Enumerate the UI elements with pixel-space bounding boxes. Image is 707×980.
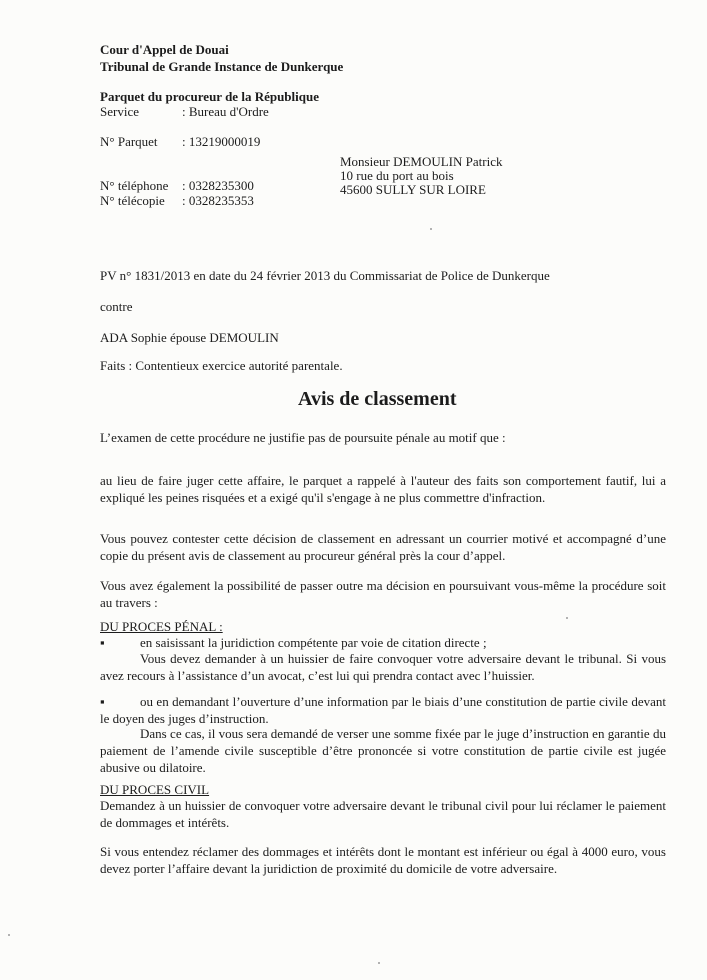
civil-heading: DU PROCES CIVIL [100,782,210,797]
parquet-label: N° Parquet [100,134,158,149]
scan-speck [8,934,10,936]
service-value: : Bureau d'Ordre [182,104,269,119]
intro-text: L’examen de cette procédure ne justifie pas de poursuite pénale au motif que : [100,430,506,445]
scan-speck [566,617,568,619]
contre-label: contre [100,299,133,314]
penal-bullet-2 [100,693,666,727]
penal-bullet-2-text: ou en demandant l’ouverture d’une information par le biais d’une constitution de partie civile devant le doyen des juges d’instruction. [100,694,666,726]
civil-paragraph-1: Demandez à un huissier de convoquer votre adversaire devant le tribunal civil pour lui réclamer le paiement de dommages et intérêts. [100,798,666,830]
phone-value: : 0328235300 [182,178,254,193]
option-paragraph: Vous avez également la possibilité de passer outre ma décision en poursuivant vous-même la procédure soit au travers : [100,578,666,610]
parquet-value: : 13219000019 [182,134,261,149]
bullet-icon: ▪ [100,694,105,709]
reason-paragraph: au lieu de faire juger cette affaire, le parquet a rappelé à l'auteur des faits son comportement fautif, lui a expliqué les peines risquées et a exigé qu'il s'engage à ne plus commettre d'infraction. [100,473,666,505]
scan-speck [378,962,380,964]
bullet-icon: ▪ [100,635,105,650]
penal-bullet-1-text: en saisissant la juridiction compétente par voie de citation directe ; [140,635,487,650]
fax-label: N° télécopie [100,193,165,208]
penal-paragraph-2-text: Dans ce cas, il vous sera demandé de verser une somme fixée par le juge d’instruction en garantie du paiement de l’amende civile susceptible d’être prononcée si votre constitution de partie civile est jugée abusive ou dilatoire. [100,726,666,775]
scan-speck [430,228,432,230]
document-title: Avis de classement [298,388,457,410]
penal-bullet-1 [100,634,666,651]
pv-reference: PV n° 1831/2013 en date du 24 février 2013 du Commissariat de Police de Dunkerque [100,268,550,283]
office-name: Parquet du procureur de la République [100,89,319,104]
recipient-city: 45600 SULLY SUR LOIRE [340,182,486,197]
facts-line: Faits : Contentieux exercice autorité parentale. [100,358,343,373]
penal-paragraph-2 [100,725,666,776]
penal-paragraph-1-text: Vous devez demander à un huissier de faire convoquer votre adversaire devant le tribunal. Si vous avez recours à l’assistance d’un avocat, c’est lui qui prendra contact avec l’huissier. [100,651,666,683]
contest-paragraph: Vous pouvez contester cette décision de classement en adressant un courrier motivé et accompagné d’une copie du présent avis de classement au procureur général près la cour d’appel. [100,531,666,563]
fax-value: : 0328235353 [182,193,254,208]
tribunal-name: Tribunal de Grande Instance de Dunkerque [100,59,344,74]
service-label: Service [100,104,139,119]
recipient-name: Monsieur DEMOULIN Patrick [340,154,503,169]
court-name: Cour d'Appel de Douai [100,42,229,57]
penal-paragraph-1 [100,650,666,684]
recipient-street: 10 rue du port au bois [340,168,454,183]
penal-heading: DU PROCES PÉNAL : [100,619,223,634]
defendant-name: ADA Sophie épouse DEMOULIN [100,330,279,345]
phone-label: N° téléphone [100,178,169,193]
civil-paragraph-2: Si vous entendez réclamer des dommages et intérêts dont le montant est inférieur ou égal à 4000 euro, vous devez porter l’affaire devant la juridiction de proximité du domicile de votre adversaire. [100,844,666,876]
